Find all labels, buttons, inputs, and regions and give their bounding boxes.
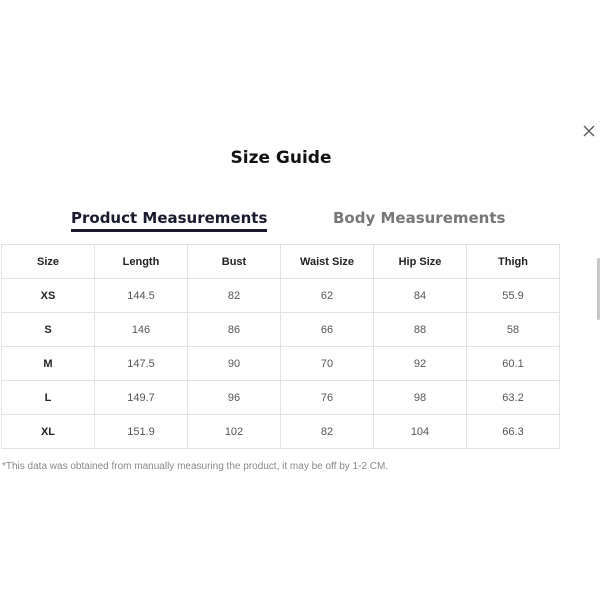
cell-length: 149.7 — [95, 381, 188, 415]
cell-size: M — [2, 347, 95, 381]
cell-bust: 102 — [188, 415, 281, 449]
close-icon — [581, 123, 597, 139]
cell-thigh: 55.9 — [467, 279, 560, 313]
cell-size: S — [2, 313, 95, 347]
cell-length: 147.5 — [95, 347, 188, 381]
cell-bust: 96 — [188, 381, 281, 415]
cell-hip-size: 104 — [374, 415, 467, 449]
dialog-title: Size Guide — [230, 148, 332, 168]
cell-size: L — [2, 381, 95, 415]
table-row — [2, 381, 560, 415]
cell-waist-size: 76 — [281, 381, 374, 415]
header-waist-size: Waist Size — [281, 245, 374, 279]
cell-length: 144.5 — [95, 279, 188, 313]
cell-hip-size: 84 — [374, 279, 467, 313]
tab-body-measurements[interactable]: Body Measurements — [333, 209, 506, 227]
cell-bust: 90 — [188, 347, 281, 381]
cell-thigh: 58 — [467, 313, 560, 347]
cell-length: 151.9 — [95, 415, 188, 449]
cell-size: XS — [2, 279, 95, 313]
cell-thigh: 66.3 — [467, 415, 560, 449]
measurement-note: *This data was obtained from manually measuring the product, it may be off by 1-2 CM. — [2, 461, 389, 472]
table-row — [2, 347, 560, 381]
cell-thigh: 63.2 — [467, 381, 560, 415]
header-thigh: Thigh — [467, 245, 560, 279]
header-size: Size — [2, 245, 95, 279]
cell-thigh: 60.1 — [467, 347, 560, 381]
table-row — [2, 313, 560, 347]
size-table-container — [1, 244, 560, 449]
tab-product-measurements[interactable]: Product Measurements — [71, 209, 267, 232]
cell-waist-size: 66 — [281, 313, 374, 347]
cell-hip-size: 88 — [374, 313, 467, 347]
header-hip-size: Hip Size — [374, 245, 467, 279]
cell-length: 146 — [95, 313, 188, 347]
size-table — [1, 244, 560, 449]
table-row — [2, 279, 560, 313]
cell-bust: 86 — [188, 313, 281, 347]
cell-waist-size: 70 — [281, 347, 374, 381]
cell-waist-size: 62 — [281, 279, 374, 313]
cell-hip-size: 98 — [374, 381, 467, 415]
cell-waist-size: 82 — [281, 415, 374, 449]
close-button[interactable] — [581, 123, 597, 139]
header-bust: Bust — [188, 245, 281, 279]
cell-hip-size: 92 — [374, 347, 467, 381]
table-header-row — [2, 245, 560, 279]
cell-bust: 82 — [188, 279, 281, 313]
cell-size: XL — [2, 415, 95, 449]
table-row — [2, 415, 560, 449]
header-length: Length — [95, 245, 188, 279]
